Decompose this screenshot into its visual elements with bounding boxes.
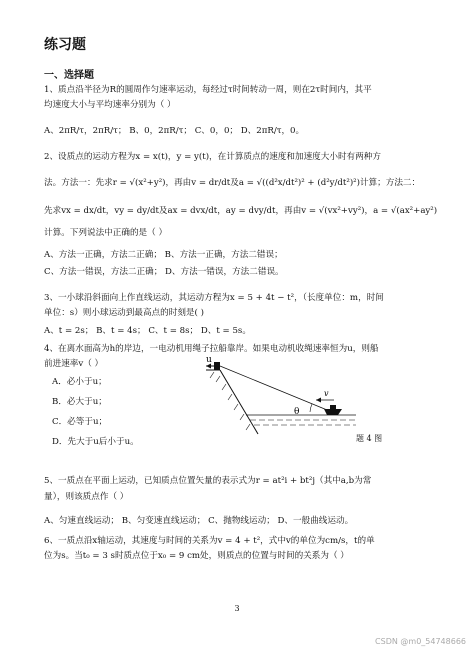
text-line: 量），则该质点作（ ） [44, 492, 129, 502]
label-u: u [206, 355, 212, 365]
bank [206, 370, 258, 434]
text-line: A、匀速直线运动； B、匀变速直线运动； C、抛物线运动； D、一般曲线运动。 [44, 516, 354, 526]
text-line: D．先大于u后小于u。 [52, 437, 139, 447]
text-line: 单位：s）则小球运动到最高点的时刻是( ) [44, 308, 204, 318]
text-line: 1、质点沿半径为R的圆周作匀速率运动，每经过τ时间转动一周，则在2τ时间内，其平 [44, 85, 372, 95]
angle-arc [310, 404, 312, 412]
label-theta: θ [294, 407, 300, 417]
text-line: A、方法一正确，方法二正确； B、方法一正确，方法二错误； [44, 250, 283, 260]
text-line: B．必大于u； [52, 397, 107, 407]
watermark: CSDN @m0_54748666 [375, 637, 466, 646]
figure-caption: 题 4 图 [356, 434, 383, 443]
text-line: 4、在离水面高为h的岸边，一电动机用绳子拉船靠岸。如果电动机收绳速率恒为u，则船 [44, 344, 379, 354]
text-line: 均速度大小与平均速率分别为（ ） [44, 100, 176, 110]
motor [214, 362, 220, 370]
text-line: A、2πR/τ，2πR/τ； B、0，2πR/τ； C、0，0； D、2πR/τ，0。 [44, 126, 305, 136]
rope [220, 366, 332, 412]
page-title: 练习题 [44, 37, 86, 53]
page-number: 3 [234, 604, 240, 613]
text-line: 先求vx = dx/dt，vy = dy/dt及ax = dvx/dt，ay = dvy/dt，再由v = √(vx²+vy²)，a = √(ax²+ay²) [44, 206, 438, 216]
water-surface [246, 415, 356, 425]
section-title: 一、选择题 [44, 70, 94, 81]
text-line: 计算。下列说法中正确的是（ ） [44, 228, 168, 238]
text-line: 3、一小球沿斜面向上作直线运动，其运动方程为x = 5 + 4t − t²，（长度单位：m，时间 [44, 293, 384, 303]
figure-4-diagram [206, 354, 356, 449]
text-line: 位为s。当t₀ = 3 s时质点位于x₀ = 9 cm处，则质点的位置与时间的关系为（ ） [44, 551, 349, 561]
text-line: 2、设质点的运动方程为x = x(t)，y = y(t)，在计算质点的速度和加速度大小时有两种方 [44, 152, 381, 162]
boat-cabin [330, 405, 336, 409]
text-line: 法。方法一：先求r = √(x²+y²)，再由v = dr/dt及a = √((d²x/dt²)² + (d²y/dt²)²)计算；方法二： [44, 178, 421, 188]
text-line: 6、一质点沿x轴运动，其速度与时间的关系为v = 4 + t²，式中v的单位为cm/s，t的单 [44, 536, 375, 546]
text-line: C、方法一错误，方法二正确； D、方法一错误，方法二错误。 [44, 267, 284, 277]
boat [324, 409, 342, 415]
text-line: 前进速率v（ ） [44, 359, 104, 369]
arrow-v [316, 398, 334, 403]
text-line: 5、一质点在平面上运动，已知质点位置矢量的表示式为r = at²i + bt²j（其中a,b为常 [44, 476, 372, 486]
text-line: A．必小于u； [52, 377, 107, 387]
text-line: C．必等于u； [52, 417, 108, 427]
text-line: A、t = 2s； B、t = 4s； C、t = 8s； D、t = 5s。 [44, 326, 251, 336]
label-v: v [324, 389, 329, 398]
